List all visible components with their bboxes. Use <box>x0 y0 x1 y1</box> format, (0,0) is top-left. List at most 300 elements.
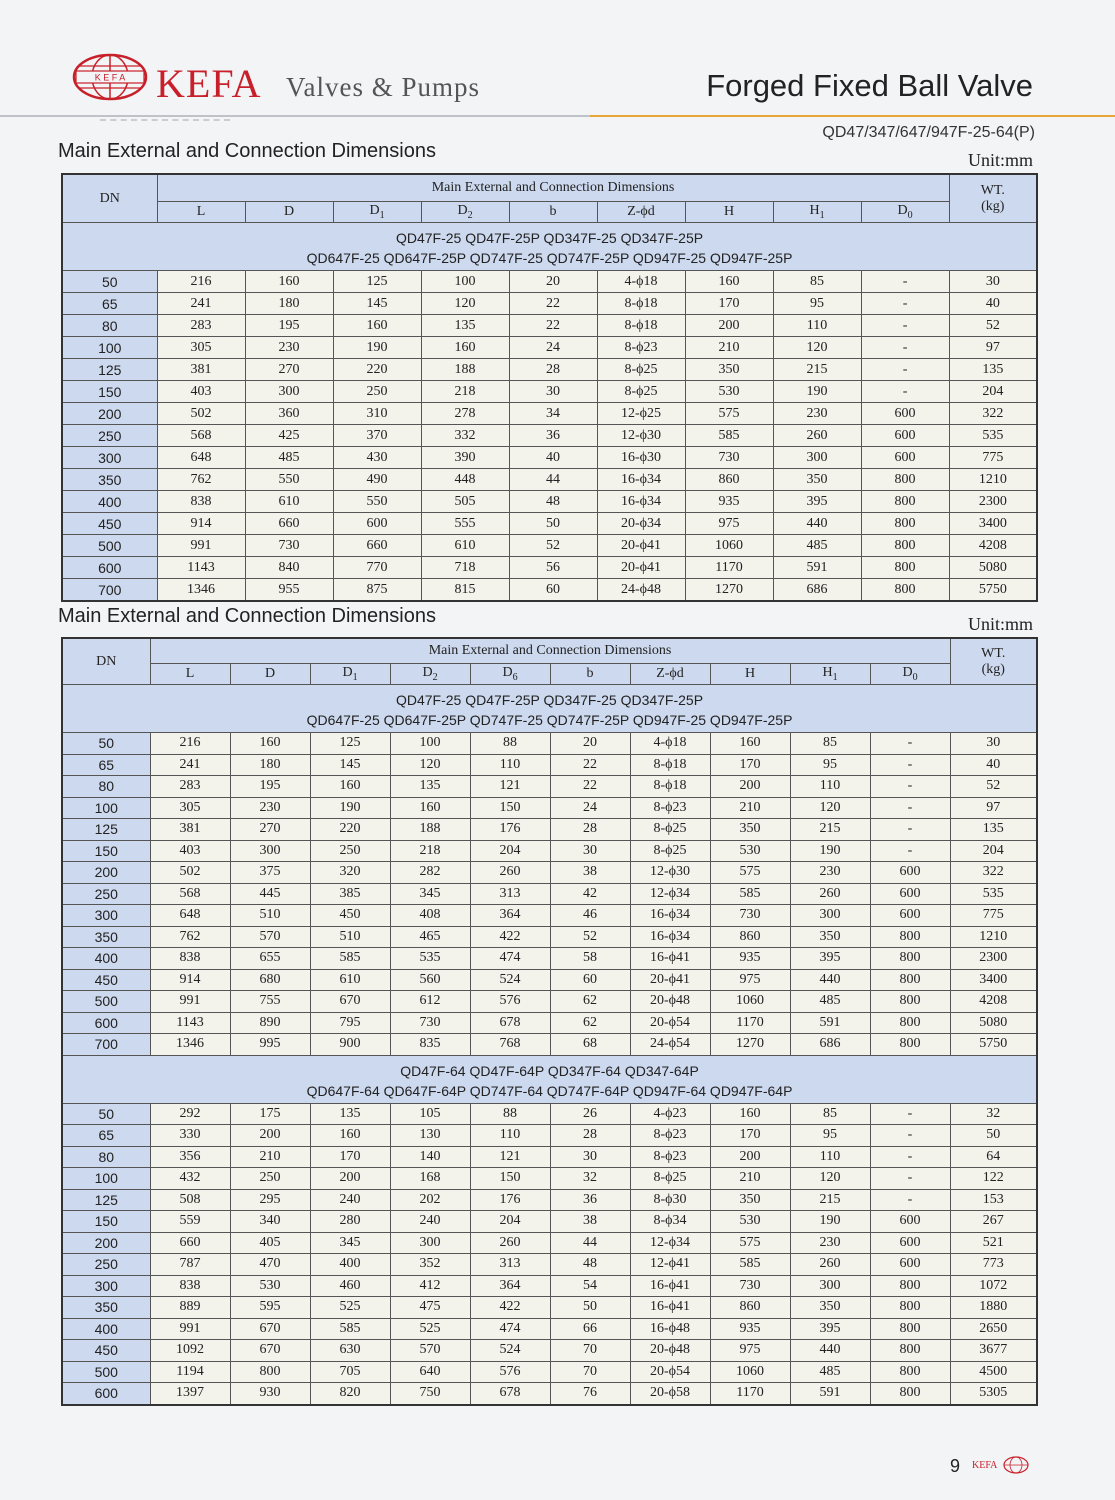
dimension-cell: 8-ϕ23 <box>630 797 710 819</box>
dimension-cell: 100 <box>390 733 470 755</box>
dn-cell: 65 <box>62 293 157 315</box>
weight-cell: 3400 <box>950 969 1037 991</box>
dimension-cell: 70 <box>550 1361 630 1383</box>
dimension-cell: 1060 <box>710 1361 790 1383</box>
dimension-cell: - <box>870 1103 950 1125</box>
column-header: $D_0$ <box>861 202 949 223</box>
dn-cell: 500 <box>62 535 157 557</box>
dimension-cell: 576 <box>470 1361 550 1383</box>
dimension-cell: 230 <box>230 797 310 819</box>
dimension-cell: 1143 <box>150 1012 230 1034</box>
dimension-cell: 200 <box>710 1146 790 1168</box>
weight-cell: 97 <box>949 337 1037 359</box>
table-row <box>62 403 1037 425</box>
table-row <box>62 1254 1037 1276</box>
dimension-cell: 860 <box>685 469 773 491</box>
dimension-cell: 46 <box>550 905 630 927</box>
weight-cell: 32 <box>950 1103 1037 1125</box>
dimension-cell: 240 <box>310 1189 390 1211</box>
dimension-cell: 260 <box>790 1254 870 1276</box>
brand-subtitle: Valves & Pumps <box>286 72 481 102</box>
dimension-cell: 210 <box>710 797 790 819</box>
dimension-cell: 190 <box>790 840 870 862</box>
dimension-cell: - <box>870 733 950 755</box>
model-group-line-1: QD47F-64 QD47F-64P QD347F-64 QD347-64P <box>400 1062 699 1079</box>
table-row <box>62 579 1037 602</box>
dimension-cell: 535 <box>390 948 470 970</box>
dimension-cell: 485 <box>790 1361 870 1383</box>
dimension-cell: 820 <box>310 1383 390 1405</box>
dimension-cell: 470 <box>230 1254 310 1276</box>
dn-cell: 600 <box>62 557 157 579</box>
table-row <box>62 1275 1037 1297</box>
table-row <box>62 840 1037 862</box>
dimension-cell: 559 <box>150 1211 230 1233</box>
dimension-cell: 570 <box>390 1340 470 1362</box>
dimension-cell: 560 <box>390 969 470 991</box>
dimension-cell: 160 <box>310 776 390 798</box>
dimension-cell: 800 <box>870 948 950 970</box>
dimension-cell: 270 <box>245 359 333 381</box>
table-row <box>62 819 1037 841</box>
dimension-cell: 1270 <box>710 1034 790 1056</box>
dimension-cell: 125 <box>310 733 390 755</box>
dimension-cell: 30 <box>550 840 630 862</box>
dimension-cell: 524 <box>470 1340 550 1362</box>
column-header: b <box>509 202 597 223</box>
dimension-cell: 530 <box>710 840 790 862</box>
dimension-cell: 120 <box>421 293 509 315</box>
brand-name: KEFA <box>156 61 262 106</box>
dimension-cell: 1060 <box>685 535 773 557</box>
weight-cell: 535 <box>949 425 1037 447</box>
weight-header <box>949 174 1037 223</box>
dimension-cell: 600 <box>861 425 949 447</box>
dn-cell: 600 <box>62 1383 150 1405</box>
dimension-cell: - <box>870 797 950 819</box>
dimension-cell: 800 <box>861 469 949 491</box>
table-row <box>62 969 1037 991</box>
dimension-cell: 260 <box>790 883 870 905</box>
dimension-cell: 170 <box>310 1146 390 1168</box>
dimension-cell: 600 <box>870 1211 950 1233</box>
weight-cell: 135 <box>950 819 1037 841</box>
dimension-cell: - <box>861 315 949 337</box>
dimension-cell: 320 <box>310 862 390 884</box>
dimension-cell: 800 <box>870 1012 950 1034</box>
dimension-cell: 8-ϕ18 <box>630 754 710 776</box>
dimension-cell: 120 <box>773 337 861 359</box>
dimension-cell: 935 <box>710 1318 790 1340</box>
dimension-cell: 510 <box>230 905 310 927</box>
dimension-cell: 160 <box>333 315 421 337</box>
dimension-cell: 300 <box>245 381 333 403</box>
dn-cell: 65 <box>62 754 150 776</box>
dimension-cell: 585 <box>710 1254 790 1276</box>
dimension-cell: 8-ϕ25 <box>597 381 685 403</box>
dn-cell: 200 <box>62 403 157 425</box>
dimension-cell: 800 <box>870 1340 950 1362</box>
column-header: $D_1$ <box>333 202 421 223</box>
table-row <box>62 1146 1037 1168</box>
dimension-cell: 195 <box>245 315 333 337</box>
dimension-cell: 755 <box>230 991 310 1013</box>
column-header: D <box>245 202 333 223</box>
dimension-cell: 800 <box>870 926 950 948</box>
dimension-cell: 555 <box>421 513 509 535</box>
dimension-cell: 350 <box>790 1297 870 1319</box>
dimension-cell: 762 <box>157 469 245 491</box>
dimension-cell: - <box>861 381 949 403</box>
dimension-cell: 508 <box>150 1189 230 1211</box>
column-header: $D_6$ <box>470 664 550 685</box>
dimension-cell: 110 <box>470 754 550 776</box>
dimension-cell: 160 <box>245 271 333 293</box>
dimension-cell: 60 <box>509 579 597 602</box>
dimension-cell: 260 <box>470 862 550 884</box>
dimension-cell: 914 <box>157 513 245 535</box>
dimension-cell: 510 <box>310 926 390 948</box>
table-row <box>62 905 1037 927</box>
dimension-cell: 202 <box>390 1189 470 1211</box>
dimension-cell: 352 <box>390 1254 470 1276</box>
dimension-cell: 1346 <box>157 579 245 602</box>
dimension-cell: 36 <box>550 1189 630 1211</box>
dimension-cell: 210 <box>685 337 773 359</box>
dimension-table-2 <box>61 637 1038 1406</box>
dimension-cell: 686 <box>773 579 861 602</box>
dimension-cell: 190 <box>310 797 390 819</box>
dimension-cell: 135 <box>421 315 509 337</box>
dimension-cell: 50 <box>550 1297 630 1319</box>
dimension-cell: 670 <box>310 991 390 1013</box>
dn-cell: 200 <box>62 1232 150 1254</box>
dimension-cell: 403 <box>150 840 230 862</box>
dimension-cell: 1194 <box>150 1361 230 1383</box>
dimension-cell: 502 <box>157 403 245 425</box>
dimension-cell: 660 <box>245 513 333 535</box>
dimension-cell: 38 <box>550 862 630 884</box>
dimension-cell: 585 <box>310 1318 390 1340</box>
model-group-line-1: QD47F-25 QD47F-25P QD347F-25 QD347F-25P <box>395 692 704 708</box>
dimension-cell: 350 <box>710 1189 790 1211</box>
table-row <box>62 535 1037 557</box>
table-row <box>62 1383 1037 1405</box>
dimension-cell: 422 <box>470 926 550 948</box>
dimension-cell: 838 <box>157 491 245 513</box>
column-header: L <box>150 664 230 685</box>
dimension-cell: 935 <box>685 491 773 513</box>
dimension-cell: - <box>870 776 950 798</box>
weight-cell: 5305 <box>950 1383 1037 1405</box>
dimension-cell: 36 <box>509 425 597 447</box>
dimension-cell: 730 <box>685 447 773 469</box>
dimension-cell: 190 <box>333 337 421 359</box>
dimension-cell: 762 <box>150 926 230 948</box>
dimension-cell: 1397 <box>150 1383 230 1405</box>
dimension-cell: 375 <box>230 862 310 884</box>
weight-cell: 64 <box>950 1146 1037 1168</box>
model-group-line-2: QD647F-64 QD647F-64P QD747F-64 QD747F-64P QD947F-64 QD947F-64P <box>306 1082 793 1099</box>
dimension-cell: 62 <box>550 1012 630 1034</box>
table-row <box>62 425 1037 447</box>
dn-cell: 100 <box>62 797 150 819</box>
dimension-cell: 1060 <box>710 991 790 1013</box>
dimension-cell: 20-ϕ41 <box>597 557 685 579</box>
dimension-cell: 660 <box>333 535 421 557</box>
dimension-cell: - <box>870 819 950 841</box>
table-row <box>62 1232 1037 1254</box>
dimension-cell: 283 <box>157 315 245 337</box>
dimension-cell: 16-ϕ41 <box>630 1275 710 1297</box>
dimension-cell: 718 <box>421 557 509 579</box>
dimension-cell: 95 <box>790 1125 870 1147</box>
dimension-cell: 40 <box>509 447 597 469</box>
dimension-cell: 8-ϕ18 <box>597 315 685 337</box>
dimension-cell: 460 <box>310 1275 390 1297</box>
dimension-cell: 991 <box>150 991 230 1013</box>
dimension-cell: 600 <box>870 1232 950 1254</box>
dn-cell: 300 <box>62 1275 150 1297</box>
weight-unit: (kg) <box>981 661 1005 677</box>
dimension-cell: 330 <box>150 1125 230 1147</box>
dn-cell: 250 <box>62 425 157 447</box>
dimension-cell: 8-ϕ25 <box>630 1168 710 1190</box>
dn-cell: 125 <box>62 359 157 381</box>
dimension-cell: 210 <box>230 1146 310 1168</box>
column-header: Z-ϕd <box>597 202 685 223</box>
dimension-cell: 292 <box>150 1103 230 1125</box>
dimension-cell: 88 <box>470 733 550 755</box>
dimension-cell: 76 <box>550 1383 630 1405</box>
dimension-cell: 200 <box>230 1125 310 1147</box>
dimension-cell: 28 <box>509 359 597 381</box>
dimension-cell: 190 <box>790 1211 870 1233</box>
dimension-cell: 370 <box>333 425 421 447</box>
dimension-cell: 390 <box>421 447 509 469</box>
dimension-cell: 230 <box>790 862 870 884</box>
dimension-cell: 150 <box>470 1168 550 1190</box>
dimension-cell: 240 <box>390 1211 470 1233</box>
weight-cell: 30 <box>950 733 1037 755</box>
dn-cell: 150 <box>62 840 150 862</box>
dimension-cell: 840 <box>245 557 333 579</box>
dimension-cell: 110 <box>470 1125 550 1147</box>
dimension-cell: 85 <box>790 1103 870 1125</box>
header-rule-right <box>590 115 1115 117</box>
dn-cell: 450 <box>62 969 150 991</box>
dimension-cell: 795 <box>310 1012 390 1034</box>
weight-cell: 97 <box>950 797 1037 819</box>
dimension-cell: 300 <box>390 1232 470 1254</box>
dimension-cell: 313 <box>470 883 550 905</box>
table-row <box>62 883 1037 905</box>
dimension-cell: 474 <box>470 948 550 970</box>
dimension-cell: 485 <box>773 535 861 557</box>
dimension-cell: 200 <box>710 776 790 798</box>
dimension-cell: 110 <box>790 776 870 798</box>
dimension-cell: 121 <box>470 776 550 798</box>
dimension-cell: 360 <box>245 403 333 425</box>
dimension-cell: 8-ϕ25 <box>630 819 710 841</box>
dimension-cell: 364 <box>470 1275 550 1297</box>
dn-cell: 350 <box>62 1297 150 1319</box>
dimension-cell: 12-ϕ34 <box>630 883 710 905</box>
table-row <box>62 733 1037 755</box>
dimension-cell: 195 <box>230 776 310 798</box>
dimension-cell: 85 <box>790 733 870 755</box>
dimension-cell: 218 <box>421 381 509 403</box>
group-header: Main External and Connection Dimensions <box>150 638 950 664</box>
dimension-cell: 32 <box>550 1168 630 1190</box>
dimension-cell: 20-ϕ34 <box>597 513 685 535</box>
dimension-cell: 160 <box>230 733 310 755</box>
dimension-cell: 4-ϕ18 <box>630 733 710 755</box>
dimension-cell: 787 <box>150 1254 230 1276</box>
dimension-cell: 585 <box>710 883 790 905</box>
weight-cell: 775 <box>950 905 1037 927</box>
dimension-cell: 282 <box>390 862 470 884</box>
dimension-cell: 356 <box>150 1146 230 1168</box>
dimension-cell: 120 <box>390 754 470 776</box>
model-group-row <box>62 685 1037 733</box>
dimension-cell: 595 <box>230 1297 310 1319</box>
weight-cell: 5080 <box>950 1012 1037 1034</box>
dimension-cell: 591 <box>773 557 861 579</box>
dimension-cell: 135 <box>390 776 470 798</box>
dimension-cell: 475 <box>390 1297 470 1319</box>
model-group-line-2: QD647F-25 QD647F-25P QD747F-25 QD747F-25P QD947F-25 QD947F-25P <box>306 250 793 266</box>
weight-cell: 3677 <box>950 1340 1037 1362</box>
dimension-cell: 889 <box>150 1297 230 1319</box>
dimension-cell: 610 <box>245 491 333 513</box>
dimension-cell: - <box>870 1146 950 1168</box>
dn-cell: 125 <box>62 1189 150 1211</box>
logo-text: K E F A <box>94 72 126 83</box>
table-row <box>62 1034 1037 1056</box>
dimension-cell: 680 <box>230 969 310 991</box>
dimension-cell: 8-ϕ30 <box>630 1189 710 1211</box>
dimension-cell: 16-ϕ30 <box>597 447 685 469</box>
dimension-cell: 95 <box>773 293 861 315</box>
dimension-cell: 485 <box>790 991 870 1013</box>
dimension-cell: 44 <box>550 1232 630 1254</box>
dimension-cell: 8-ϕ23 <box>597 337 685 359</box>
dimension-cell: 30 <box>550 1146 630 1168</box>
dimension-cell: 12-ϕ34 <box>630 1232 710 1254</box>
dimension-cell: 22 <box>550 754 630 776</box>
dimension-cell: 241 <box>157 293 245 315</box>
dimension-cell: 270 <box>230 819 310 841</box>
weight-cell: 52 <box>949 315 1037 337</box>
weight-cell: 52 <box>950 776 1037 798</box>
dimension-cell: 24-ϕ54 <box>630 1034 710 1056</box>
dimension-cell: 300 <box>230 840 310 862</box>
dimension-cell: 175 <box>230 1103 310 1125</box>
dimension-cell: 975 <box>710 969 790 991</box>
dimension-cell: 991 <box>157 535 245 557</box>
table-row <box>62 1168 1037 1190</box>
dimension-cell: 991 <box>150 1318 230 1340</box>
dimension-cell: 120 <box>790 797 870 819</box>
dimension-cell: 345 <box>310 1232 390 1254</box>
dimension-cell: 730 <box>390 1012 470 1034</box>
dimension-cell: 890 <box>230 1012 310 1034</box>
dimension-cell: 121 <box>470 1146 550 1168</box>
dimension-cell: 20-ϕ41 <box>630 969 710 991</box>
dimension-cell: 364 <box>470 905 550 927</box>
dimension-cell: 168 <box>390 1168 470 1190</box>
dimension-cell: 440 <box>790 1340 870 1362</box>
table2-unit: Unit:mm <box>967 614 1033 634</box>
dimension-cell: 44 <box>509 469 597 491</box>
dimension-cell: 670 <box>230 1340 310 1362</box>
weight-cell: 50 <box>950 1125 1037 1147</box>
dimension-cell: 568 <box>150 883 230 905</box>
dimension-cell: 52 <box>509 535 597 557</box>
column-header: $D_1$ <box>310 664 390 685</box>
weight-cell: 5080 <box>949 557 1037 579</box>
dimension-cell: 300 <box>790 1275 870 1297</box>
dn-cell: 50 <box>62 271 157 293</box>
dimension-cell: 260 <box>773 425 861 447</box>
table-row <box>62 754 1037 776</box>
dimension-cell: 22 <box>509 293 597 315</box>
dimension-cell: 800 <box>870 1383 950 1405</box>
dimension-cell: 350 <box>773 469 861 491</box>
dimension-cell: 525 <box>310 1297 390 1319</box>
dimension-cell: 678 <box>470 1383 550 1405</box>
dimension-cell: 188 <box>390 819 470 841</box>
dimension-cell: 48 <box>509 491 597 513</box>
footer-brand: KEFA <box>972 1460 998 1471</box>
dimension-cell: 490 <box>333 469 421 491</box>
weight-cell: 3400 <box>949 513 1037 535</box>
dimension-cell: 955 <box>245 579 333 602</box>
dimension-cell: 160 <box>310 1125 390 1147</box>
weight-cell: 122 <box>950 1168 1037 1190</box>
dimension-cell: 400 <box>310 1254 390 1276</box>
dimension-cell: 140 <box>390 1146 470 1168</box>
dimension-cell: 395 <box>773 491 861 513</box>
dimension-cell: 50 <box>509 513 597 535</box>
dimension-cell: 730 <box>710 905 790 927</box>
dn-cell: 80 <box>62 1146 150 1168</box>
dimension-cell: 70 <box>550 1340 630 1362</box>
dimension-cell: 8-ϕ23 <box>630 1146 710 1168</box>
dimension-cell: 575 <box>685 403 773 425</box>
weight-label: WT. <box>981 645 1006 661</box>
dimension-cell: 170 <box>710 1125 790 1147</box>
dimension-cell: 160 <box>390 797 470 819</box>
dimension-cell: 385 <box>310 883 390 905</box>
dn-cell: 300 <box>62 447 157 469</box>
dimension-cell: 1170 <box>710 1012 790 1034</box>
dimension-cell: 600 <box>870 1254 950 1276</box>
weight-unit: (kg) <box>981 198 1005 214</box>
dimension-cell: 20-ϕ54 <box>630 1361 710 1383</box>
dimension-cell: 230 <box>245 337 333 359</box>
dimension-cell: 432 <box>150 1168 230 1190</box>
dimension-cell: 914 <box>150 969 230 991</box>
table-row <box>62 447 1037 469</box>
dimension-cell: 300 <box>773 447 861 469</box>
table-row <box>62 359 1037 381</box>
table1-unit: Unit:mm <box>967 150 1033 170</box>
weight-cell: 30 <box>949 271 1037 293</box>
dimension-cell: 591 <box>790 1012 870 1034</box>
dimension-cell: 12-ϕ30 <box>597 425 685 447</box>
